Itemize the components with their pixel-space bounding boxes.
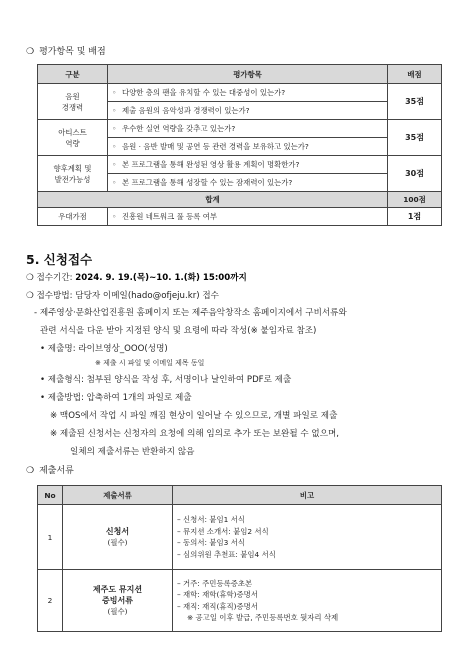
compress-line: • 제출방법: 압축하여 1개의 파일로 제출	[40, 393, 192, 403]
document-name-cell: 신청서 (필수)	[63, 505, 173, 570]
circle-bullet-icon: ❍	[26, 466, 35, 476]
circle-bullet-icon: ❍	[26, 47, 35, 57]
table-row	[38, 120, 442, 138]
criteria-cell: ◦ 음원 · 음반 발매 및 공연 등 관련 경력을 보유하고 있는가?	[108, 138, 388, 156]
score-cell: 30점	[388, 156, 442, 192]
table-row	[38, 570, 442, 632]
category-cell: 음원 경쟁력	[38, 84, 108, 120]
format-line: • 제출형식: 첨부된 양식을 작성 후, 서명이나 날인하여 PDF로 제출	[40, 375, 292, 385]
score-cell: 35점	[388, 120, 442, 156]
return-note: ※ 제출된 신청서는 신청자의 요청에 의해 임의로 추가 또는 보완될 수 없으며,	[50, 429, 340, 439]
eval-header-row	[38, 65, 442, 84]
col-header-category: 구분	[38, 65, 108, 84]
note-line: - 제주영상·문화산업진흥원 홈페이지 또는 제주음악창작소 홈페이지에서 구비서류와	[34, 308, 347, 318]
return-note: 일체의 제출서류는 반환하지 않음	[70, 447, 195, 457]
criteria-cell: ◦ 우수한 실연 역량을 갖추고 있는가?	[108, 120, 388, 138]
row-number: 2	[38, 570, 63, 632]
row-number: 1	[38, 505, 63, 570]
table-row	[38, 84, 442, 102]
bonus-criteria: ◦ 진흥원 네트워크 풀 등록 여부	[108, 208, 388, 226]
circle-bullet-icon: ❍	[26, 291, 34, 301]
evaluation-table	[37, 64, 442, 226]
documents-table	[37, 485, 442, 632]
subject-note: ※ 제출 시 파일 및 이메일 제목 동일	[95, 359, 205, 367]
method-line: ❍ 접수방법: 담당자 이메일(hado@ofjeju.kr) 접수	[26, 291, 219, 301]
docs-heading: ❍ 제출서류	[26, 466, 74, 476]
bonus-score: 1점	[388, 208, 442, 226]
eval-heading: ❍ 평가항목 및 배점	[26, 47, 106, 57]
criteria-cell: ◦ 본 프로그램을 통해 성장할 수 있는 잠재력이 있는가?	[108, 174, 388, 192]
category-cell: 향후계획 및 발전가능성	[38, 156, 108, 192]
total-row	[38, 192, 442, 208]
section-title: 5. 신청접수	[26, 252, 93, 267]
col-header-score: 배점	[388, 65, 442, 84]
subject-line: • 제출명: 라이브영상_OOO(성명)	[40, 344, 168, 354]
score-cell: 35점	[388, 84, 442, 120]
remarks-cell: – 거주: 주민등록증초본 – 재학: 재학(휴학)증명서 – 재직: 재직(휴직)증명서 ※ 공고일 이후 발급, 주민등록번호 뒷자리 삭제	[173, 570, 442, 632]
category-cell: 아티스트 역량	[38, 120, 108, 156]
mac-note: ※ 맥OS에서 작업 시 파일 깨짐 현상이 일어날 수 있으므로, 개별 파일로 제출	[50, 411, 338, 421]
note-line: 관련 서식을 다운 받아 지정된 양식 및 요령에 따라 작성(※ 붙임자료 참조)	[40, 326, 317, 336]
bonus-category: 우대가점	[38, 208, 108, 226]
total-score: 100점	[388, 192, 442, 208]
col-header-no: No	[38, 486, 63, 505]
document-name-cell: 제주도 뮤지션 증빙서류 (필수)	[63, 570, 173, 632]
criteria-cell: ◦ 본 프로그램을 통해 완성된 영상 활용 계획이 명확한가?	[108, 156, 388, 174]
circle-bullet-icon: ❍	[26, 273, 34, 283]
criteria-cell: ◦ 제출 음원의 음악성과 경쟁력이 있는가?	[108, 102, 388, 120]
bonus-row	[38, 208, 442, 226]
criteria-cell: ◦ 다양한 층의 팬을 유치할 수 있는 대중성이 있는가?	[108, 84, 388, 102]
period-line: ❍ 접수기간: 2024. 9. 19.(목)~10. 1.(화) 15:00까지	[26, 273, 247, 283]
table-row	[38, 505, 442, 570]
col-header-document: 제출서류	[63, 486, 173, 505]
remarks-cell: – 신청서: 붙임1 서식 – 뮤지션 소개서: 붙임2 서식 – 동의서: 붙임3 서식 – 심의위원 추천표: 붙임4 서식	[173, 505, 442, 570]
col-header-remarks: 비고	[173, 486, 442, 505]
docs-header-row	[38, 486, 442, 505]
col-header-criteria: 평가항목	[108, 65, 388, 84]
total-label: 합계	[38, 192, 388, 208]
table-row	[38, 156, 442, 174]
